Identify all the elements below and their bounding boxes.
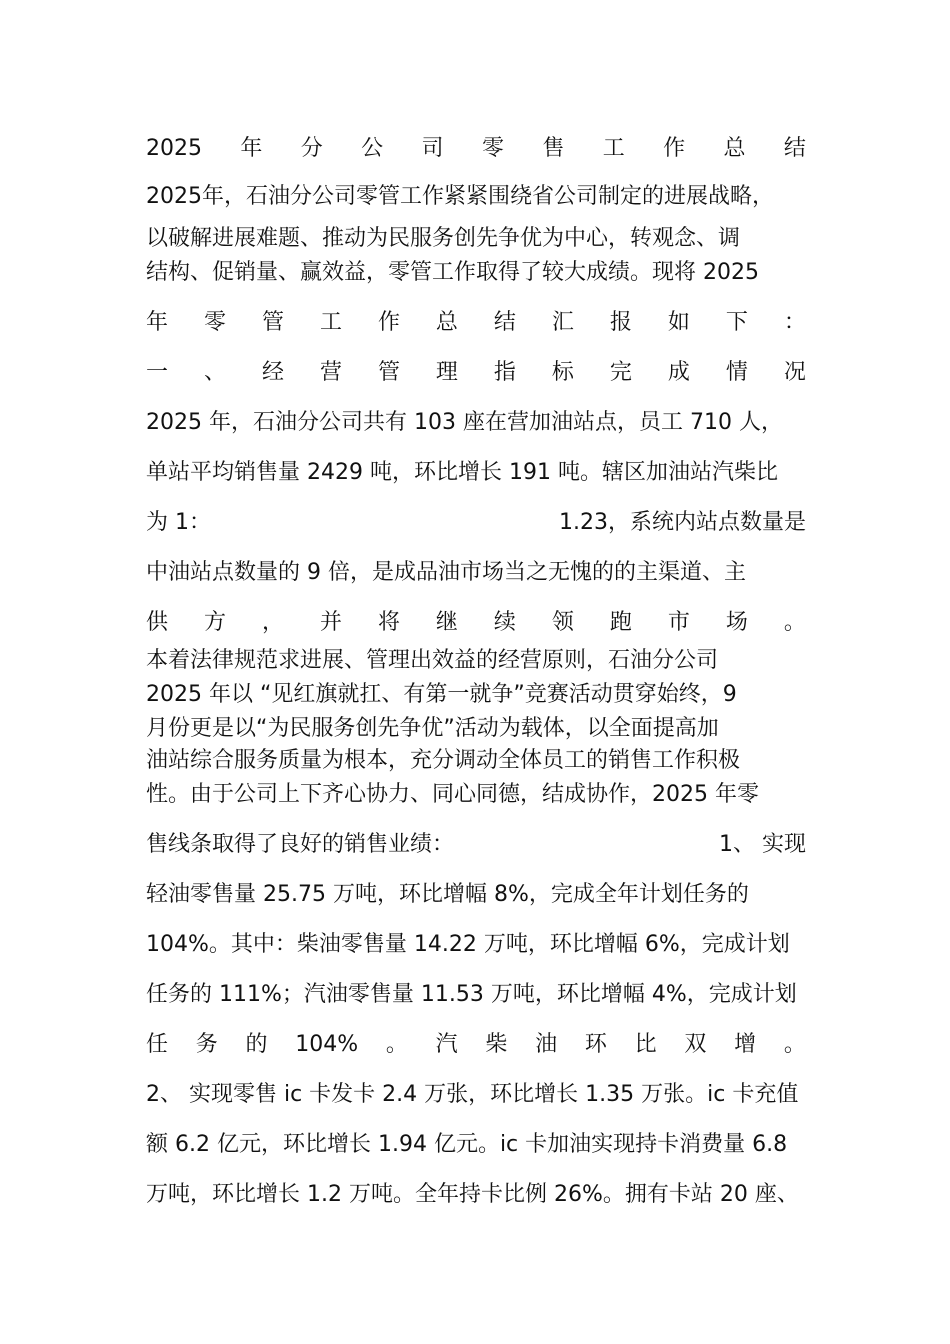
title-glyph: 司 <box>421 136 444 161</box>
paragraph-line: 以破解进展难题、推动为民服务创先争优为中心，转观念、调 <box>146 226 741 251</box>
paragraph-line-justified <box>146 1030 806 1060</box>
paragraph-line: 2、 实现零售 ic 卡发卡 2.4 万张，环比增长 1.35 万张。ic 卡充值 <box>146 1082 799 1107</box>
paragraph-glyph: 务 <box>195 1032 218 1057</box>
paragraph-line: 万吨，环比增长 1.2 万吨。全年持卡比例 26%。拥有卡站 20 座、 <box>146 1182 799 1207</box>
heading-glyph: 指 <box>493 360 516 385</box>
paragraph-glyph: 。 <box>783 1032 806 1057</box>
paragraph-glyph: 油 <box>535 1032 558 1057</box>
paragraph-glyph: 并 <box>319 610 342 635</box>
paragraph-glyph: 增 <box>734 1032 757 1057</box>
paragraph-glyph: 总 <box>435 310 458 335</box>
paragraph-glyph: 继 <box>435 610 458 635</box>
heading-glyph: 经 <box>261 360 284 385</box>
paragraph-line: 轻油零售量 25.75 万吨，环比增幅 8%，完成全年计划任务的 <box>146 882 749 907</box>
paragraph-line-split <box>146 508 806 538</box>
paragraph-glyph: 零 <box>203 310 226 335</box>
paragraph-line: 结构、促销量、赢效益，零管工作取得了较大成绩。现将 2025 <box>146 260 759 285</box>
paragraph-fragment: 1、 实现 <box>719 832 806 857</box>
section-heading <box>146 358 806 388</box>
heading-glyph: 况 <box>783 360 806 385</box>
paragraph-line: 2025 年，石油分公司共有 103 座在营加油站点，员工 710 人， <box>146 410 783 435</box>
paragraph-line: 油站综合服务质量为根本，充分调动全体员工的销售工作积极 <box>146 748 741 773</box>
paragraph-glyph: ： <box>783 310 806 335</box>
paragraph-line: 月份更是以“为民服务创先争优”活动为载体，以全面提高加 <box>146 716 719 741</box>
heading-glyph: 情 <box>725 360 748 385</box>
paragraph-glyph: 跑 <box>609 610 632 635</box>
paragraph-fragment: 为 1： <box>146 510 211 535</box>
title-glyph: 工 <box>602 136 625 161</box>
document-title <box>146 134 806 164</box>
paragraph-line-justified <box>146 308 806 338</box>
paragraph-line-split <box>146 830 806 860</box>
paragraph-glyph: 领 <box>551 610 574 635</box>
paragraph-glyph: 方 <box>203 610 226 635</box>
paragraph-glyph: 场 <box>725 610 748 635</box>
heading-glyph: 完 <box>609 360 632 385</box>
heading-glyph: 营 <box>319 360 342 385</box>
paragraph-glyph: 比 <box>634 1032 657 1057</box>
paragraph-line: 104%。其中：柴油零售量 14.22 万吨，环比增幅 6%，完成计划 <box>146 932 790 957</box>
heading-glyph: 理 <box>435 360 458 385</box>
paragraph-line: 性。由于公司上下齐心协力、同心同德，结成协作，2025 年零 <box>146 782 759 807</box>
paragraph-glyph: 汽 <box>435 1032 458 1057</box>
paragraph-glyph: 供 <box>146 610 169 635</box>
title-glyph: 售 <box>542 136 565 161</box>
paragraph-line: 额 6.2 亿元，环比增长 1.94 亿元。ic 卡加油实现持卡消费量 6.8 <box>146 1132 788 1157</box>
heading-glyph: 、 <box>203 360 226 385</box>
paragraph-glyph: 结 <box>493 310 516 335</box>
paragraph-line-justified <box>146 608 806 638</box>
title-glyph: 零 <box>481 136 504 161</box>
title-glyph: 公 <box>361 136 384 161</box>
heading-glyph: 一 <box>146 360 169 385</box>
paragraph-line: 任务的 111%；汽油零售量 11.53 万吨，环比增幅 4%，完成计划 <box>146 982 797 1007</box>
paragraph-glyph: 年 <box>146 310 169 335</box>
title-glyph: 2025 <box>146 136 202 161</box>
heading-glyph: 成 <box>667 360 690 385</box>
paragraph-glyph: 下 <box>725 310 748 335</box>
paragraph-glyph: 柴 <box>485 1032 508 1057</box>
paragraph-glyph: 。 <box>783 610 806 635</box>
heading-glyph: 管 <box>377 360 400 385</box>
paragraph-line: 本着法律规范求进展、管理出效益的经营原则，石油分公司 <box>146 648 719 673</box>
title-glyph: 作 <box>663 136 686 161</box>
paragraph-fragment: 售线条取得了良好的销售业绩： <box>146 832 455 857</box>
paragraph-glyph: 市 <box>667 610 690 635</box>
paragraph-line: 2025 年以 “见红旗就扛、有第一就争”竞赛活动贯穿始终，9 <box>146 682 737 707</box>
paragraph-glyph: 。 <box>385 1032 408 1057</box>
paragraph-glyph: 如 <box>667 310 690 335</box>
paragraph-glyph: 管 <box>261 310 284 335</box>
paragraph-fragment: 1.23，系统内站点数量是 <box>559 510 806 535</box>
title-glyph: 分 <box>300 136 323 161</box>
paragraph-glyph: 任 <box>146 1032 169 1057</box>
title-glyph: 结 <box>783 136 806 161</box>
title-glyph: 总 <box>723 136 746 161</box>
paragraph-glyph: 作 <box>377 310 400 335</box>
paragraph-glyph: 续 <box>493 610 516 635</box>
paragraph-glyph: 报 <box>609 310 632 335</box>
paragraph-line: 2025年，石油分公司零管工作紧紧围绕省公司制定的进展战略， <box>146 184 774 209</box>
paragraph-glyph: 将 <box>377 610 400 635</box>
paragraph-glyph: 环 <box>584 1032 607 1057</box>
paragraph-line: 中油站点数量的 9 倍，是成品油市场当之无愧的的主渠道、主 <box>146 560 746 585</box>
paragraph-glyph: 的 <box>245 1032 268 1057</box>
paragraph-glyph: 汇 <box>551 310 574 335</box>
paragraph-glyph: ， <box>261 610 284 635</box>
heading-glyph: 标 <box>551 360 574 385</box>
title-glyph: 年 <box>240 136 263 161</box>
paragraph-glyph: 双 <box>684 1032 707 1057</box>
paragraph-glyph: 104% <box>295 1032 359 1057</box>
paragraph-line: 单站平均销售量 2429 吨，环比增长 191 吨。辖区加油站汽柴比 <box>146 460 778 485</box>
paragraph-glyph: 工 <box>319 310 342 335</box>
